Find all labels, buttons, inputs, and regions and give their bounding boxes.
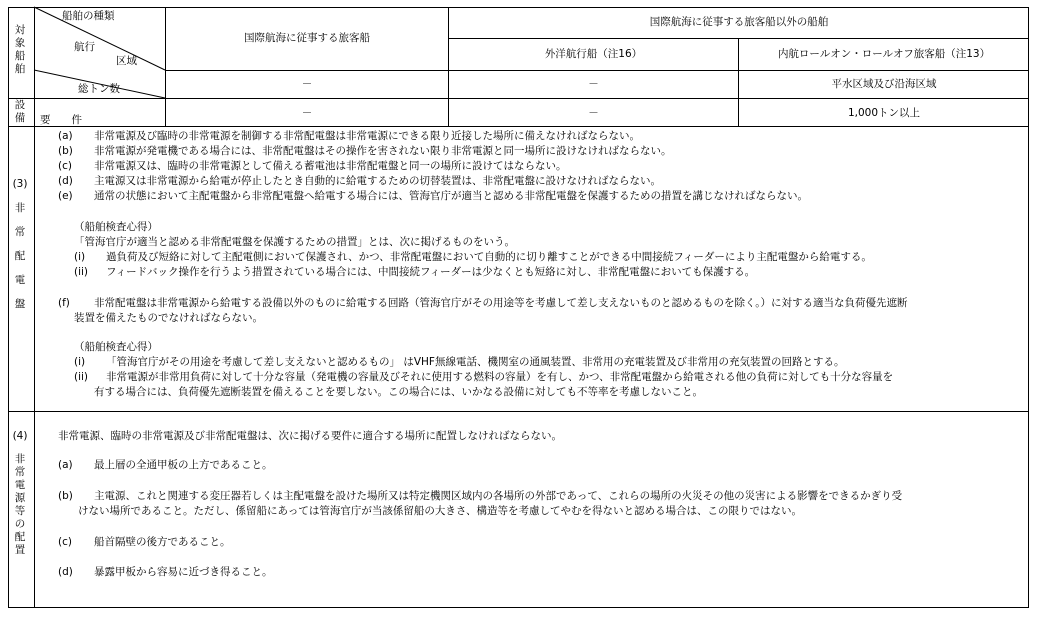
route-label-2: 区域 (116, 55, 137, 67)
tonnage-ocean-going: － (588, 107, 599, 119)
item-3f-line1: (f) 非常配電盤は非常電源から給電する設備以外のものに給電する回路（管海官庁がその用途等を考慮して差し支えないものと認めるものを除く。）に対する適当な負荷優先遮断 (58, 297, 908, 309)
section4-intro: 非常電源、臨時の非常電源及び非常配電盤は、次に掲げる要件に適合する場所に配置しなければならない。 (58, 430, 562, 442)
item-3e: (e) 通常の状態において主配電盤から非常配電盤へ給電する場合には、管海官庁が適当と認める非常配電盤を保護するための措置を講じなければならない。 (58, 190, 808, 202)
route-intl-passenger: － (301, 78, 313, 90)
tonnage-intl-passenger: － (301, 107, 313, 119)
requirements-label: 要 件 (40, 114, 82, 126)
route-domestic-roro: 平水区域及び沿海区域 (831, 78, 937, 90)
section3-side-label: (3) 非 常 配 電 盤 (12, 178, 28, 310)
col-international-other: 国際航海に従事する旅客船以外の船舶 (649, 16, 829, 28)
col-domestic-roro: 内航ロールオン・ロールオフ旅客船（注13） (777, 48, 991, 60)
item-3f-line2: 装置を備えたものでなければならない。 (74, 312, 263, 324)
guidance2-item-i: (i) 「管海官庁がその用途を考慮して差し支えないと認めるもの」 はVHF無線電話、機関室の通風装置、非常用の充電装置及び非常用の充気装置の回路とする。 (74, 356, 845, 368)
item-3d: (d) 主電源又は非常電源から給電が停止したとき自動的に給電するための切替装置は、非常配電盤に設けなければならない。 (58, 175, 661, 187)
guidance2-cont: 有する場合には、負荷優先遮断装置を備えることを要しない。この場合には、いかなる設備に対しても不等率を考慮しないこと。 (94, 386, 703, 398)
route-ocean-going: － (588, 78, 599, 90)
guidance1-intro: 「管海官庁が適当と認める非常配電盤を保護するための措置」とは、次に掲げるものをいう。 (74, 236, 515, 248)
guidance2-title: （船舶検査心得） (74, 341, 158, 353)
item-4a: (a) 最上層の全通甲板の上方であること。 (58, 459, 273, 471)
item-4b-line1: (b) 主電源、これと関連する変圧器若しくは主配電盤を設けた場所又は特定機関区域内の各場所の外部であって、これらの場所の火災その他の災害による影響をできるかぎり受 (58, 490, 903, 502)
item-4d: (d) 暴露甲板から容易に近づき得ること。 (58, 566, 273, 578)
item-4b-line2: けない場所であること。ただし、係留船にあっては管海官庁が当該係留船の大きさ、構造等を考慮してやむを得ないと認める場合は、この限りではない。 (78, 505, 802, 517)
target-ship-label: 対 象 船 舶 (14, 24, 26, 75)
route-label-1: 航行 (74, 41, 95, 53)
guidance1-item-i: (i) 過負荷及び短絡に対して主配電側において保護され、かつ、非常配電盤において自動的に切り離すことができる中間接続フィーダーにより主配電盤から給電する。 (74, 251, 872, 263)
col-international-passenger: 国際航海に従事する旅客船 (244, 32, 370, 44)
item-3c: (c) 非常電源又は、臨時の非常電源として備える蓄電池は非常配電盤と同一の場所に設けてはならない。 (58, 160, 567, 172)
gross-tonnage-label: 総トン数 (78, 83, 120, 95)
item-4c: (c) 船首隔壁の後方であること。 (58, 536, 231, 548)
section4-side-label: (4) 非 常 電 源 等 の 配 置 (12, 430, 28, 556)
guidance2-item-ii: (ii) 非常電源が非常用負荷に対して十分な容量（発電機の容量及びそれに使用する燃料の容量）を有し、かつ、非常配電盤から給電される他の負荷に対しても十分な容量を (74, 371, 894, 383)
equipment-label: 設 備 (14, 99, 26, 124)
guidance1-title: （船舶検査心得） (74, 221, 158, 233)
ship-type-label: 船舶の種類 (62, 10, 115, 22)
col-ocean-going: 外洋航行船（注16） (544, 48, 643, 60)
item-3a: (a) 非常電源及び臨時の非常電源を制御する非常配電盤は非常電源にできる限り近接した場所に備えなければならない。 (58, 130, 640, 142)
tonnage-domestic-roro: 1,000トン以上 (847, 107, 921, 119)
guidance1-item-ii: (ii) フィードバック操作を行うよう措置されている場合には、中間接続フィーダーは少なくとも短絡に対し、非常配電盤においても保護する。 (74, 266, 756, 278)
item-3b: (b) 非常電源が発電機である場合には、非常配電盤はその操作を害されない限り非常電源と同一場所に設けなければならない。 (58, 145, 672, 157)
